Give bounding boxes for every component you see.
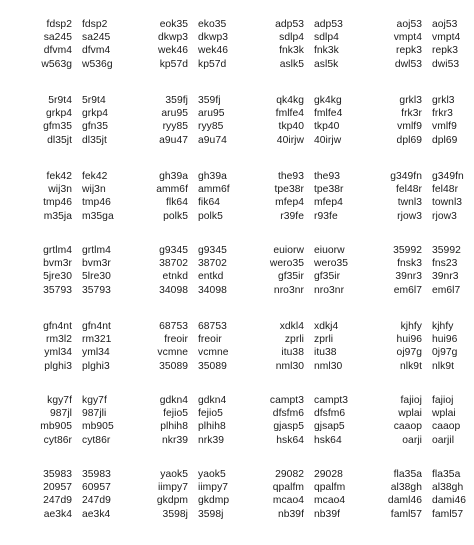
original-code: gdkn4	[159, 395, 188, 406]
copy-code: adp53	[314, 19, 343, 30]
pair-group	[116, 394, 232, 450]
original-column	[134, 394, 188, 447]
original-code: dl35jt	[47, 134, 72, 146]
copy-code: oarjil	[432, 434, 455, 446]
original-code: g349fn	[390, 171, 422, 182]
copy-column	[432, 320, 474, 373]
copy-code: vcmne	[198, 347, 229, 359]
original-code: vmpt4	[393, 32, 422, 44]
pair-group	[232, 170, 348, 226]
original-code: frk3r	[401, 108, 422, 120]
original-code: tmp46	[43, 197, 72, 209]
original-code: 38702	[159, 258, 188, 270]
original-code: grtlm4	[43, 245, 72, 256]
original-code: polk5	[163, 210, 188, 222]
original-code: wij3n	[48, 184, 72, 196]
copy-code: wplai	[432, 408, 456, 420]
original-code: oarji	[402, 434, 422, 446]
pair-group	[350, 94, 466, 150]
original-code: cyt86r	[43, 434, 72, 446]
original-code: 29082	[275, 469, 304, 480]
copy-code: em6l7	[432, 284, 461, 296]
original-code: flk64	[165, 197, 188, 209]
copy-column	[432, 244, 474, 297]
original-code: dwl53	[394, 58, 422, 70]
original-code: bvm3r	[43, 258, 72, 270]
copy-code: 5lre30	[82, 271, 111, 283]
original-code: repk3	[395, 45, 422, 57]
original-code: nb39f	[277, 508, 304, 520]
copy-code: itu38	[314, 347, 337, 359]
copy-code: 247d9	[82, 495, 111, 507]
original-column	[250, 18, 304, 71]
pair-group	[116, 94, 232, 150]
copy-code: mb905	[82, 421, 114, 433]
copy-code: asl5k	[314, 58, 339, 70]
original-code: 35089	[159, 360, 188, 372]
pair-group	[116, 18, 232, 74]
copy-code: gjsap5	[314, 421, 345, 433]
copy-code: wek46	[198, 45, 229, 57]
original-code: fdsp2	[46, 19, 72, 30]
copy-code: fmlfe4	[314, 108, 343, 120]
original-code: freoir	[164, 334, 188, 346]
copy-code: tkp40	[314, 121, 340, 133]
copy-code: 60957	[82, 482, 111, 494]
copy-code: aoj53	[432, 19, 458, 30]
pair-group	[0, 320, 116, 376]
copy-code: w536g	[82, 58, 113, 70]
original-code: adp53	[275, 19, 304, 30]
pair-group	[116, 468, 232, 524]
original-code: gfm35	[43, 121, 72, 133]
original-column	[368, 94, 422, 147]
original-code: 359fj	[165, 95, 188, 106]
copy-column	[432, 94, 474, 147]
original-code: w563g	[41, 58, 72, 70]
original-code: plghi3	[44, 360, 72, 372]
copy-code: 35089	[198, 360, 227, 372]
copy-code: grtlm4	[82, 245, 111, 256]
original-code: kp57d	[159, 58, 188, 70]
original-column	[18, 244, 72, 297]
original-column	[18, 18, 72, 71]
original-code: 20957	[43, 482, 72, 494]
copy-code: iimpy7	[198, 482, 229, 494]
copy-code: nml30	[314, 360, 343, 372]
copy-code: fik64	[198, 197, 221, 209]
pair-group	[232, 244, 348, 300]
copy-code: dl35jt	[82, 134, 107, 146]
copy-code: faml57	[432, 508, 464, 520]
copy-code: sa245	[82, 32, 111, 44]
original-code: nkr39	[161, 434, 188, 446]
original-code: fejio5	[163, 408, 188, 420]
original-code: hsk64	[276, 434, 304, 446]
copy-code: caaop	[432, 421, 461, 433]
copy-code: entkd	[198, 271, 224, 283]
original-code: nlk9t	[399, 360, 422, 372]
copy-code: 987jli	[82, 408, 107, 420]
copy-code: a9u74	[198, 134, 227, 146]
copy-code: dami46	[432, 495, 467, 507]
original-code: fek42	[46, 171, 72, 182]
original-code: qk4kg	[276, 95, 304, 106]
entry-block	[0, 170, 474, 226]
copy-code: aru95	[198, 108, 225, 120]
original-column	[368, 170, 422, 223]
copy-code: gfn4nt	[82, 321, 111, 332]
copy-column	[432, 18, 474, 71]
copy-code: nro3nr	[314, 284, 345, 296]
original-column	[250, 244, 304, 297]
original-code: wero35	[269, 258, 304, 270]
original-code: twnl3	[397, 197, 422, 209]
original-code: the93	[277, 171, 304, 182]
original-code: wek46	[157, 45, 188, 57]
copy-code: bvm3r	[82, 258, 111, 270]
pair-group	[0, 94, 116, 150]
copy-code: g349fn	[432, 171, 464, 182]
original-code: 35992	[393, 245, 422, 256]
original-code: 39nr3	[395, 271, 422, 283]
original-code: grkp4	[45, 108, 72, 120]
original-code: wplai	[398, 408, 422, 420]
original-code: eok35	[159, 19, 188, 30]
original-code: 5r9t4	[48, 95, 72, 106]
copy-code: nb39f	[314, 508, 341, 520]
original-code: aru95	[161, 108, 188, 120]
copy-column	[432, 394, 474, 447]
original-column	[134, 468, 188, 521]
copy-code: 38702	[198, 258, 227, 270]
original-code: dfsfm6	[272, 408, 304, 420]
entry-block	[0, 244, 474, 300]
copy-code: yml34	[82, 347, 110, 359]
original-code: gfn4nt	[43, 321, 72, 332]
copy-code: 39nr3	[432, 271, 459, 283]
original-code: dkwp3	[157, 32, 188, 44]
copy-code: mcao4	[314, 495, 346, 507]
original-code: r39fe	[280, 210, 304, 222]
copy-code: 40irjw	[314, 134, 342, 146]
pair-group	[232, 394, 348, 450]
copy-code: freoir	[198, 334, 222, 346]
copy-code: dfsfm6	[314, 408, 346, 420]
copy-code: yaok5	[198, 469, 226, 480]
copy-code: 29028	[314, 469, 343, 480]
original-code: mfep4	[275, 197, 304, 209]
original-code: 35793	[43, 284, 72, 296]
original-code: g9345	[159, 245, 188, 256]
entry-block	[0, 394, 474, 450]
original-code: campt3	[269, 395, 304, 406]
original-code: etnkd	[162, 271, 188, 283]
original-code: iimpy7	[157, 482, 188, 494]
original-code: faml57	[390, 508, 422, 520]
copy-code: g9345	[198, 245, 227, 256]
original-column	[134, 94, 188, 147]
pair-group	[0, 18, 116, 74]
pair-group	[0, 170, 116, 226]
copy-code: tpe38r	[314, 184, 344, 196]
copy-code: vmpt4	[432, 32, 461, 44]
copy-code: zprli	[314, 334, 334, 346]
copy-code: fdsp2	[82, 19, 108, 30]
original-code: mcao4	[272, 495, 304, 507]
original-code: gh39a	[159, 171, 188, 182]
pair-group	[116, 244, 232, 300]
original-code: gf35ir	[277, 271, 304, 283]
pair-group	[350, 468, 466, 524]
original-code: sdlp4	[279, 32, 304, 44]
original-code: euiorw	[273, 245, 304, 256]
original-column	[250, 94, 304, 147]
original-code: grkl3	[399, 95, 422, 106]
original-code: 35983	[43, 469, 72, 480]
original-column	[134, 18, 188, 71]
pair-group	[350, 320, 466, 376]
copy-column	[432, 468, 474, 521]
pair-group	[232, 18, 348, 74]
original-code: plhih8	[160, 421, 188, 433]
copy-code: kjhfy	[432, 321, 454, 332]
original-column	[18, 394, 72, 447]
copy-code: 34098	[198, 284, 227, 296]
original-column	[368, 468, 422, 521]
original-code: daml46	[387, 495, 422, 507]
copy-code: cyt86r	[82, 434, 111, 446]
copy-code: xdkj4	[314, 321, 339, 332]
original-code: yaok5	[160, 469, 188, 480]
copy-code: dfvm4	[82, 45, 111, 57]
copy-code: ryy85	[198, 121, 224, 133]
copy-code: grkl3	[432, 95, 455, 106]
original-code: em6l7	[393, 284, 422, 296]
original-column	[18, 94, 72, 147]
copy-code: gfn35	[82, 121, 109, 133]
original-code: nro3nr	[273, 284, 304, 296]
original-code: tkp40	[278, 121, 304, 133]
copy-code: plhih8	[198, 421, 226, 433]
copy-code: rjow3	[432, 210, 457, 222]
copy-code: hsk64	[314, 434, 342, 446]
copy-code: rm321	[82, 334, 112, 346]
copy-code: mfep4	[314, 197, 343, 209]
copy-code: gf35ir	[314, 271, 341, 283]
original-code: sa245	[43, 32, 72, 44]
copy-code: gkdmp	[198, 495, 230, 507]
copy-code: 35983	[82, 469, 111, 480]
copy-code: dkwp3	[198, 32, 229, 44]
copy-code: kp57d	[198, 58, 227, 70]
original-column	[368, 18, 422, 71]
copy-code: fnk3k	[314, 45, 339, 57]
copy-code: fns23	[432, 258, 458, 270]
original-column	[368, 320, 422, 373]
original-code: mb905	[40, 421, 72, 433]
copy-code: campt3	[314, 395, 349, 406]
original-code: aoj53	[396, 19, 422, 30]
original-column	[18, 170, 72, 223]
original-code: 68753	[159, 321, 188, 332]
original-code: fel48r	[395, 184, 422, 196]
original-code: 5jre30	[43, 271, 72, 283]
original-code: itu38	[281, 347, 304, 359]
copy-code: frkr3	[432, 108, 453, 120]
copy-code: al38gh	[432, 482, 464, 494]
copy-code: fajioj	[432, 395, 454, 406]
copy-code: qpalfm	[314, 482, 346, 494]
copy-code: 35793	[82, 284, 111, 296]
pair-group	[0, 394, 116, 450]
original-code: vcmne	[157, 347, 188, 359]
original-code: m35ja	[43, 210, 72, 222]
copy-code: wij3n	[82, 184, 106, 196]
original-code: fmlfe4	[275, 108, 304, 120]
original-column	[250, 170, 304, 223]
copy-code: m35ga	[82, 210, 114, 222]
pair-group	[116, 170, 232, 226]
pair-group	[0, 468, 116, 524]
original-code: qpalfm	[272, 482, 304, 494]
copy-code: r93fe	[314, 210, 338, 222]
original-code: gjasp5	[273, 421, 304, 433]
copy-code: nrk39	[198, 434, 225, 446]
original-code: yml34	[44, 347, 72, 359]
pair-group	[350, 394, 466, 450]
copy-code: tmp46	[82, 197, 111, 209]
copy-code: fek42	[82, 171, 108, 182]
copy-code: fejio5	[198, 408, 223, 420]
pair-group	[116, 320, 232, 376]
original-code: a9u47	[159, 134, 188, 146]
pair-group	[232, 468, 348, 524]
copy-code: eko35	[198, 19, 227, 30]
copy-code: hui96	[432, 334, 458, 346]
copy-code: gk4kg	[314, 95, 342, 106]
original-code: 40irjw	[276, 134, 304, 146]
entry-block	[0, 320, 474, 376]
original-code: nml30	[275, 360, 304, 372]
original-code: aslk5	[279, 58, 304, 70]
original-column	[250, 320, 304, 373]
original-code: oj97g	[396, 347, 422, 359]
original-column	[134, 170, 188, 223]
copy-code: kgy7f	[82, 395, 107, 406]
original-column	[134, 244, 188, 297]
original-column	[368, 244, 422, 297]
original-code: 987jl	[49, 408, 72, 420]
original-code: kjhfy	[400, 321, 422, 332]
original-code: ae3k4	[43, 508, 72, 520]
copy-code: gdkn4	[198, 395, 227, 406]
original-code: xdkl4	[279, 321, 304, 332]
copy-code: polk5	[198, 210, 223, 222]
original-code: amm6f	[156, 184, 188, 196]
original-code: fla35a	[393, 469, 422, 480]
original-code: hui96	[396, 334, 422, 346]
entry-block	[0, 94, 474, 150]
copy-code: repk3	[432, 45, 459, 57]
copy-code: 0j97g	[432, 347, 458, 359]
original-code: al38gh	[390, 482, 422, 494]
original-column	[134, 320, 188, 373]
copy-code: eiuorw	[314, 245, 345, 256]
original-code: caaop	[393, 421, 422, 433]
original-code: ryy85	[162, 121, 188, 133]
copy-code: 68753	[198, 321, 227, 332]
original-code: kgy7f	[47, 395, 72, 406]
original-code: dfvm4	[43, 45, 72, 57]
copy-code: plghi3	[82, 360, 110, 372]
original-code: 3598j	[162, 508, 188, 520]
pair-group	[232, 94, 348, 150]
copy-code: 35992	[432, 245, 461, 256]
copy-code: dwi53	[432, 58, 460, 70]
original-code: gkdpm	[156, 495, 188, 507]
pair-group	[350, 244, 466, 300]
original-column	[250, 468, 304, 521]
original-column	[18, 468, 72, 521]
copy-code: ae3k4	[82, 508, 111, 520]
original-code: fnk3k	[279, 45, 304, 57]
original-code: 34098	[159, 284, 188, 296]
pair-group	[232, 320, 348, 376]
original-code: rjow3	[397, 210, 422, 222]
copy-code: grkp4	[82, 108, 109, 120]
original-code: rm3l2	[46, 334, 72, 346]
original-code: dpl69	[396, 134, 422, 146]
pair-group	[350, 18, 466, 74]
copy-column	[432, 170, 474, 223]
copy-code: amm6f	[198, 184, 230, 196]
copy-code: 5r9t4	[82, 95, 106, 106]
copy-code: fla35a	[432, 469, 461, 480]
entry-block	[0, 468, 474, 524]
copy-code: 359fj	[198, 95, 221, 106]
original-code: vmlf9	[397, 121, 422, 133]
original-column	[368, 394, 422, 447]
pair-group	[0, 244, 116, 300]
pair-group	[350, 170, 466, 226]
copy-code: vmlf9	[432, 121, 457, 133]
copy-code: townl3	[432, 197, 463, 209]
copy-code: fel48r	[432, 184, 459, 196]
copy-code: nlk9t	[432, 360, 455, 372]
copy-code: 3598j	[198, 508, 224, 520]
original-code: 247d9	[43, 495, 72, 507]
original-column	[250, 394, 304, 447]
original-code: fajioj	[400, 395, 422, 406]
original-code: tpe38r	[274, 184, 304, 196]
copy-code: wero35	[314, 258, 349, 270]
copy-code: gh39a	[198, 171, 227, 182]
original-column	[18, 320, 72, 373]
original-code: fnsk3	[397, 258, 422, 270]
copy-code: sdlp4	[314, 32, 339, 44]
copy-code: dpl69	[432, 134, 458, 146]
copy-code: the93	[314, 171, 341, 182]
original-code: zprli	[284, 334, 304, 346]
entry-block	[0, 18, 474, 74]
